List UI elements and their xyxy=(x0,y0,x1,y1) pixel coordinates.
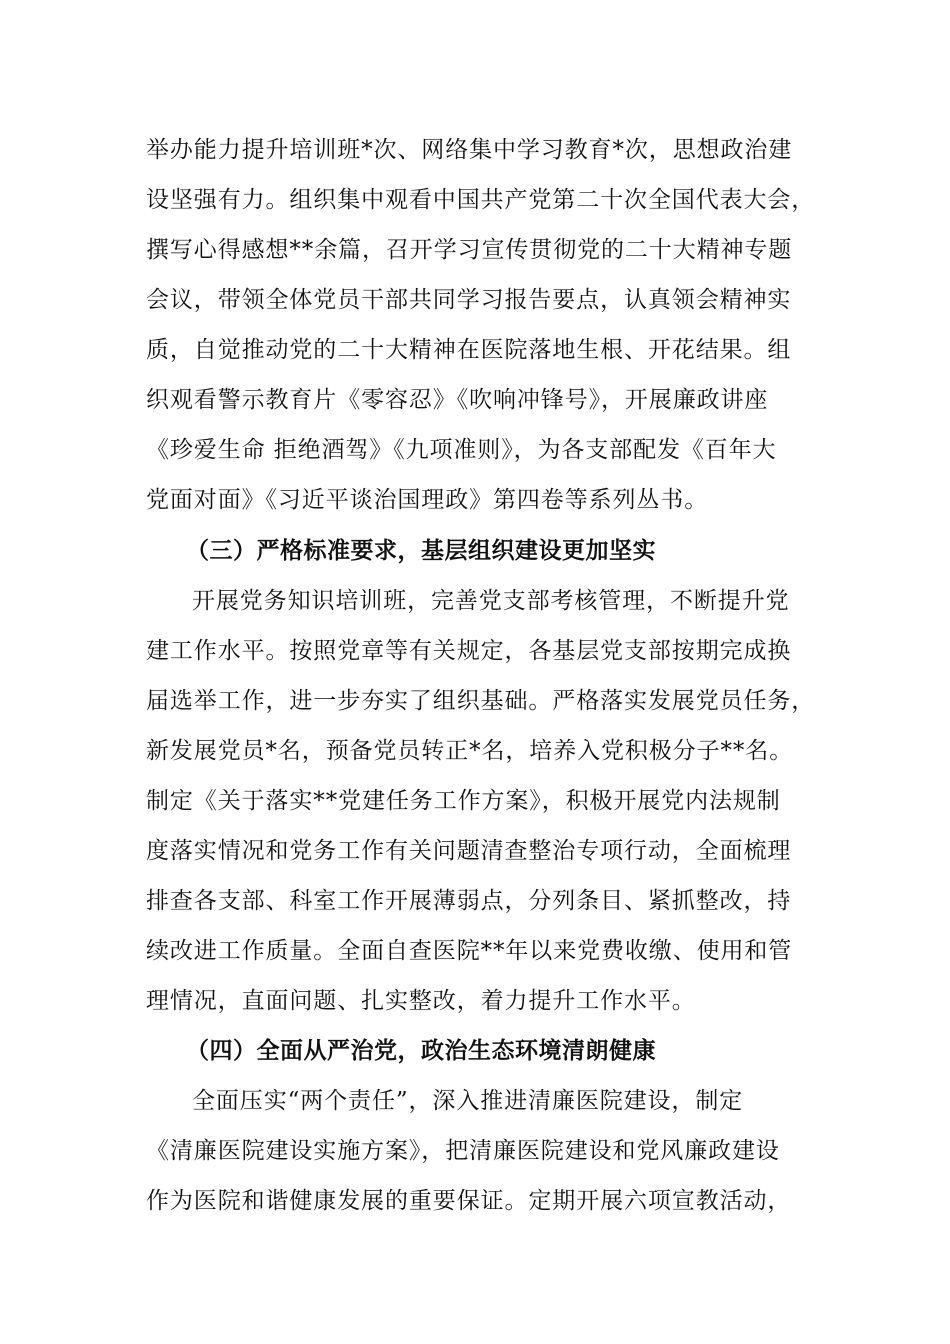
paragraph-line: 排查各支部、科室工作开展薄弱点，分列条目、紧抓整改，持 xyxy=(146,888,792,914)
paragraph-line: 度落实情况和党务工作有关问题清查整治专项行动，全面梳理 xyxy=(146,838,792,864)
paragraph-line: 会议，带领全体党员干部共同学习报告要点，认真领会精神实 xyxy=(146,287,792,313)
paragraph-line: 《珍爱生命 拒绝酒驾》《九项准则》，为各支部配发《百年大 xyxy=(146,437,777,463)
paragraph-line: 建工作水平。按照党章等有关规定，各基层党支部按期完成换 xyxy=(146,638,792,664)
paragraph-line: 续改进工作质量。全面自查医院**年以来党费收缴、使用和管 xyxy=(146,938,793,964)
paragraph-line: 《清廉医院建设实施方案》，把清廉医院建设和党风廉政建设 xyxy=(146,1138,780,1164)
paragraph-line: 设坚强有力。组织集中观看中国共产党第二十次全国代表大会， xyxy=(146,187,816,213)
paragraph-line: 制定《关于落实**党建任务工作方案》，积极开展党内法规制 xyxy=(146,788,781,814)
paragraph-line: 新发展党员*名，预备党员转正*名，培养入党积极分子**名。 xyxy=(146,738,794,764)
paragraph-line: 届选举工作，进一步夯实了组织基础。严格落实发展党员任务， xyxy=(146,688,816,714)
paragraph-line: 全面压实“两个责任”，深入推进清廉医院建设，制定 xyxy=(192,1088,744,1114)
paragraph-line: 党面对面》《习近平谈治国理政》第四卷等系列丛书。 xyxy=(146,487,709,513)
section-heading-3: （三）严格标准要求，基层组织建设更加坚实 xyxy=(186,537,656,564)
paragraph-line: 开展党务知识培训班，完善党支部考核管理，不断提升党 xyxy=(192,588,790,614)
paragraph-line: 举办能力提升培训班*次、网络集中学习教育*次，思想政治建 xyxy=(146,137,793,163)
section-heading-4: （四）全面从严治党，政治生态环境清朗健康 xyxy=(186,1037,656,1064)
paragraph-line: 织观看警示教育片《零容忍》《吹响冲锋号》，开展廉政讲座 xyxy=(146,387,769,413)
paragraph-line: 理情况，直面问题、扎实整改，着力提升工作水平。 xyxy=(146,988,696,1014)
paragraph-line: 质，自觉推动党的二十大精神在医院落地生根、开花结果。组 xyxy=(146,337,792,363)
paragraph-line: 作为医院和谐健康发展的重要保证。定期开展六项宣教活动， xyxy=(146,1188,792,1214)
paragraph-line: 撰写心得感想**余篇，召开学习宣传贯彻党的二十大精神专题 xyxy=(146,237,793,263)
